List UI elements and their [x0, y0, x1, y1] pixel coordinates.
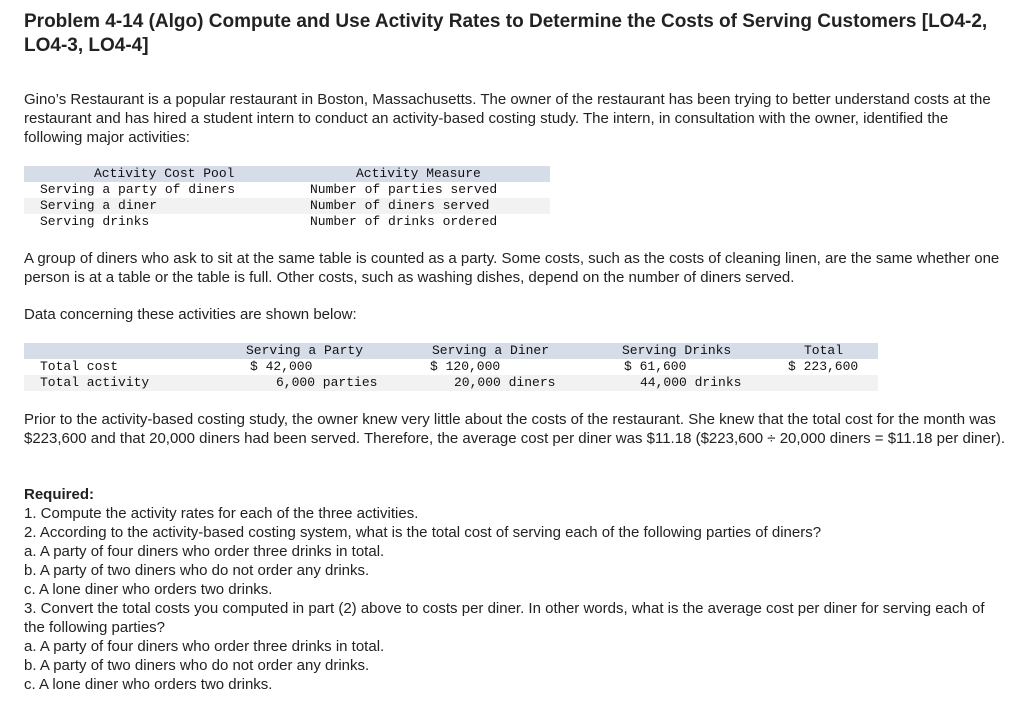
drinks-cost: $ 61,600: [624, 359, 687, 374]
header-activity-measure: Activity Measure: [356, 166, 481, 181]
question-2c: c. A lone diner who orders two drinks.: [24, 581, 273, 598]
required-heading: Required:: [24, 486, 95, 503]
header-activity-cost-pool: Activity Cost Pool: [94, 166, 235, 181]
prior-paragraph: Prior to the activity-based costing study, the owner knew very little about the costs of the restaurant. She knew that the total cost for the month was $223,600 and that 20,000 diners had been served. Therefore, the average cost per diner was $11.18 ($223,600 ÷ 20,000 diners = $11.18 per diner).: [24, 411, 1005, 447]
question-3: 3. Convert the total costs you computed in part (2) above to costs per diner. In other words, what is the average cost per diner for serving each of the following parties?: [24, 600, 985, 636]
total-cost-value: $ 223,600: [788, 359, 859, 374]
measure-cell: Number of parties served: [310, 182, 498, 197]
table-row: [24, 182, 550, 198]
activities-table: [24, 166, 550, 232]
measure-cell: Number of diners served: [310, 198, 490, 213]
problem-title: Problem 4-14 (Algo) Compute and Use Activity Rates to Determine the Costs of Serving Customers [LO4-2, LO4-3, LO4-4]: [24, 11, 988, 56]
question-2a: a. A party of four diners who order three drinks in total.: [24, 543, 385, 560]
party-activity: 6,000 parties: [276, 375, 378, 390]
total-cost-label: Total cost: [40, 359, 119, 374]
activities-header-row: [24, 166, 550, 182]
question-3b: b. A party of two diners who do not order any drinks.: [24, 657, 370, 674]
header-serving-drinks: Serving Drinks: [622, 343, 732, 358]
activity-data-table: [24, 343, 878, 393]
data-intro: Data concerning these activities are shown below:: [24, 306, 357, 323]
diner-cost: $ 120,000: [430, 359, 501, 374]
total-cost-row: [24, 359, 878, 375]
header-serving-party: Serving a Party: [246, 343, 364, 358]
header-total: Total: [804, 343, 844, 358]
table-row: [24, 198, 550, 214]
intro-paragraph: Gino’s Restaurant is a popular restaurant in Boston, Massachusetts. The owner of the restaurant has been trying to better understand costs at the restaurant and has hired a student intern to conduct an activity-based costing study. The intern, in consultation with the owner, identified the following major activities:: [24, 91, 991, 146]
measure-cell: Number of drinks ordered: [310, 214, 498, 229]
drinks-activity: 44,000 drinks: [640, 375, 742, 390]
total-activity-label: Total activity: [40, 375, 150, 390]
data-header-row: [24, 343, 878, 359]
party-cost: $ 42,000: [250, 359, 313, 374]
question-1: 1. Compute the activity rates for each of the three activities.: [24, 505, 419, 522]
table-row: [24, 214, 550, 230]
cost-pool-cell: Serving a party of diners: [40, 182, 236, 197]
cost-pool-cell: Serving drinks: [40, 214, 150, 229]
question-3a: a. A party of four diners who order three drinks in total.: [24, 638, 385, 655]
header-serving-diner: Serving a Diner: [432, 343, 550, 358]
party-paragraph: A group of diners who ask to sit at the same table is counted as a party. Some costs, such as the costs of cleaning linen, are the same whether one person is at a table or the table is full. Other costs, such as washing dishes, depend on the number of diners served.: [24, 250, 1000, 286]
question-3c: c. A lone diner who orders two drinks.: [24, 676, 273, 693]
diner-activity: 20,000 diners: [454, 375, 556, 390]
required-section: [24, 485, 1009, 694]
cost-pool-cell: Serving a diner: [40, 198, 158, 213]
total-activity-row: [24, 375, 878, 391]
question-2b: b. A party of two diners who do not order any drinks.: [24, 562, 370, 579]
question-2: 2. According to the activity-based costing system, what is the total cost of serving each of the following parties of diners?: [24, 524, 822, 541]
